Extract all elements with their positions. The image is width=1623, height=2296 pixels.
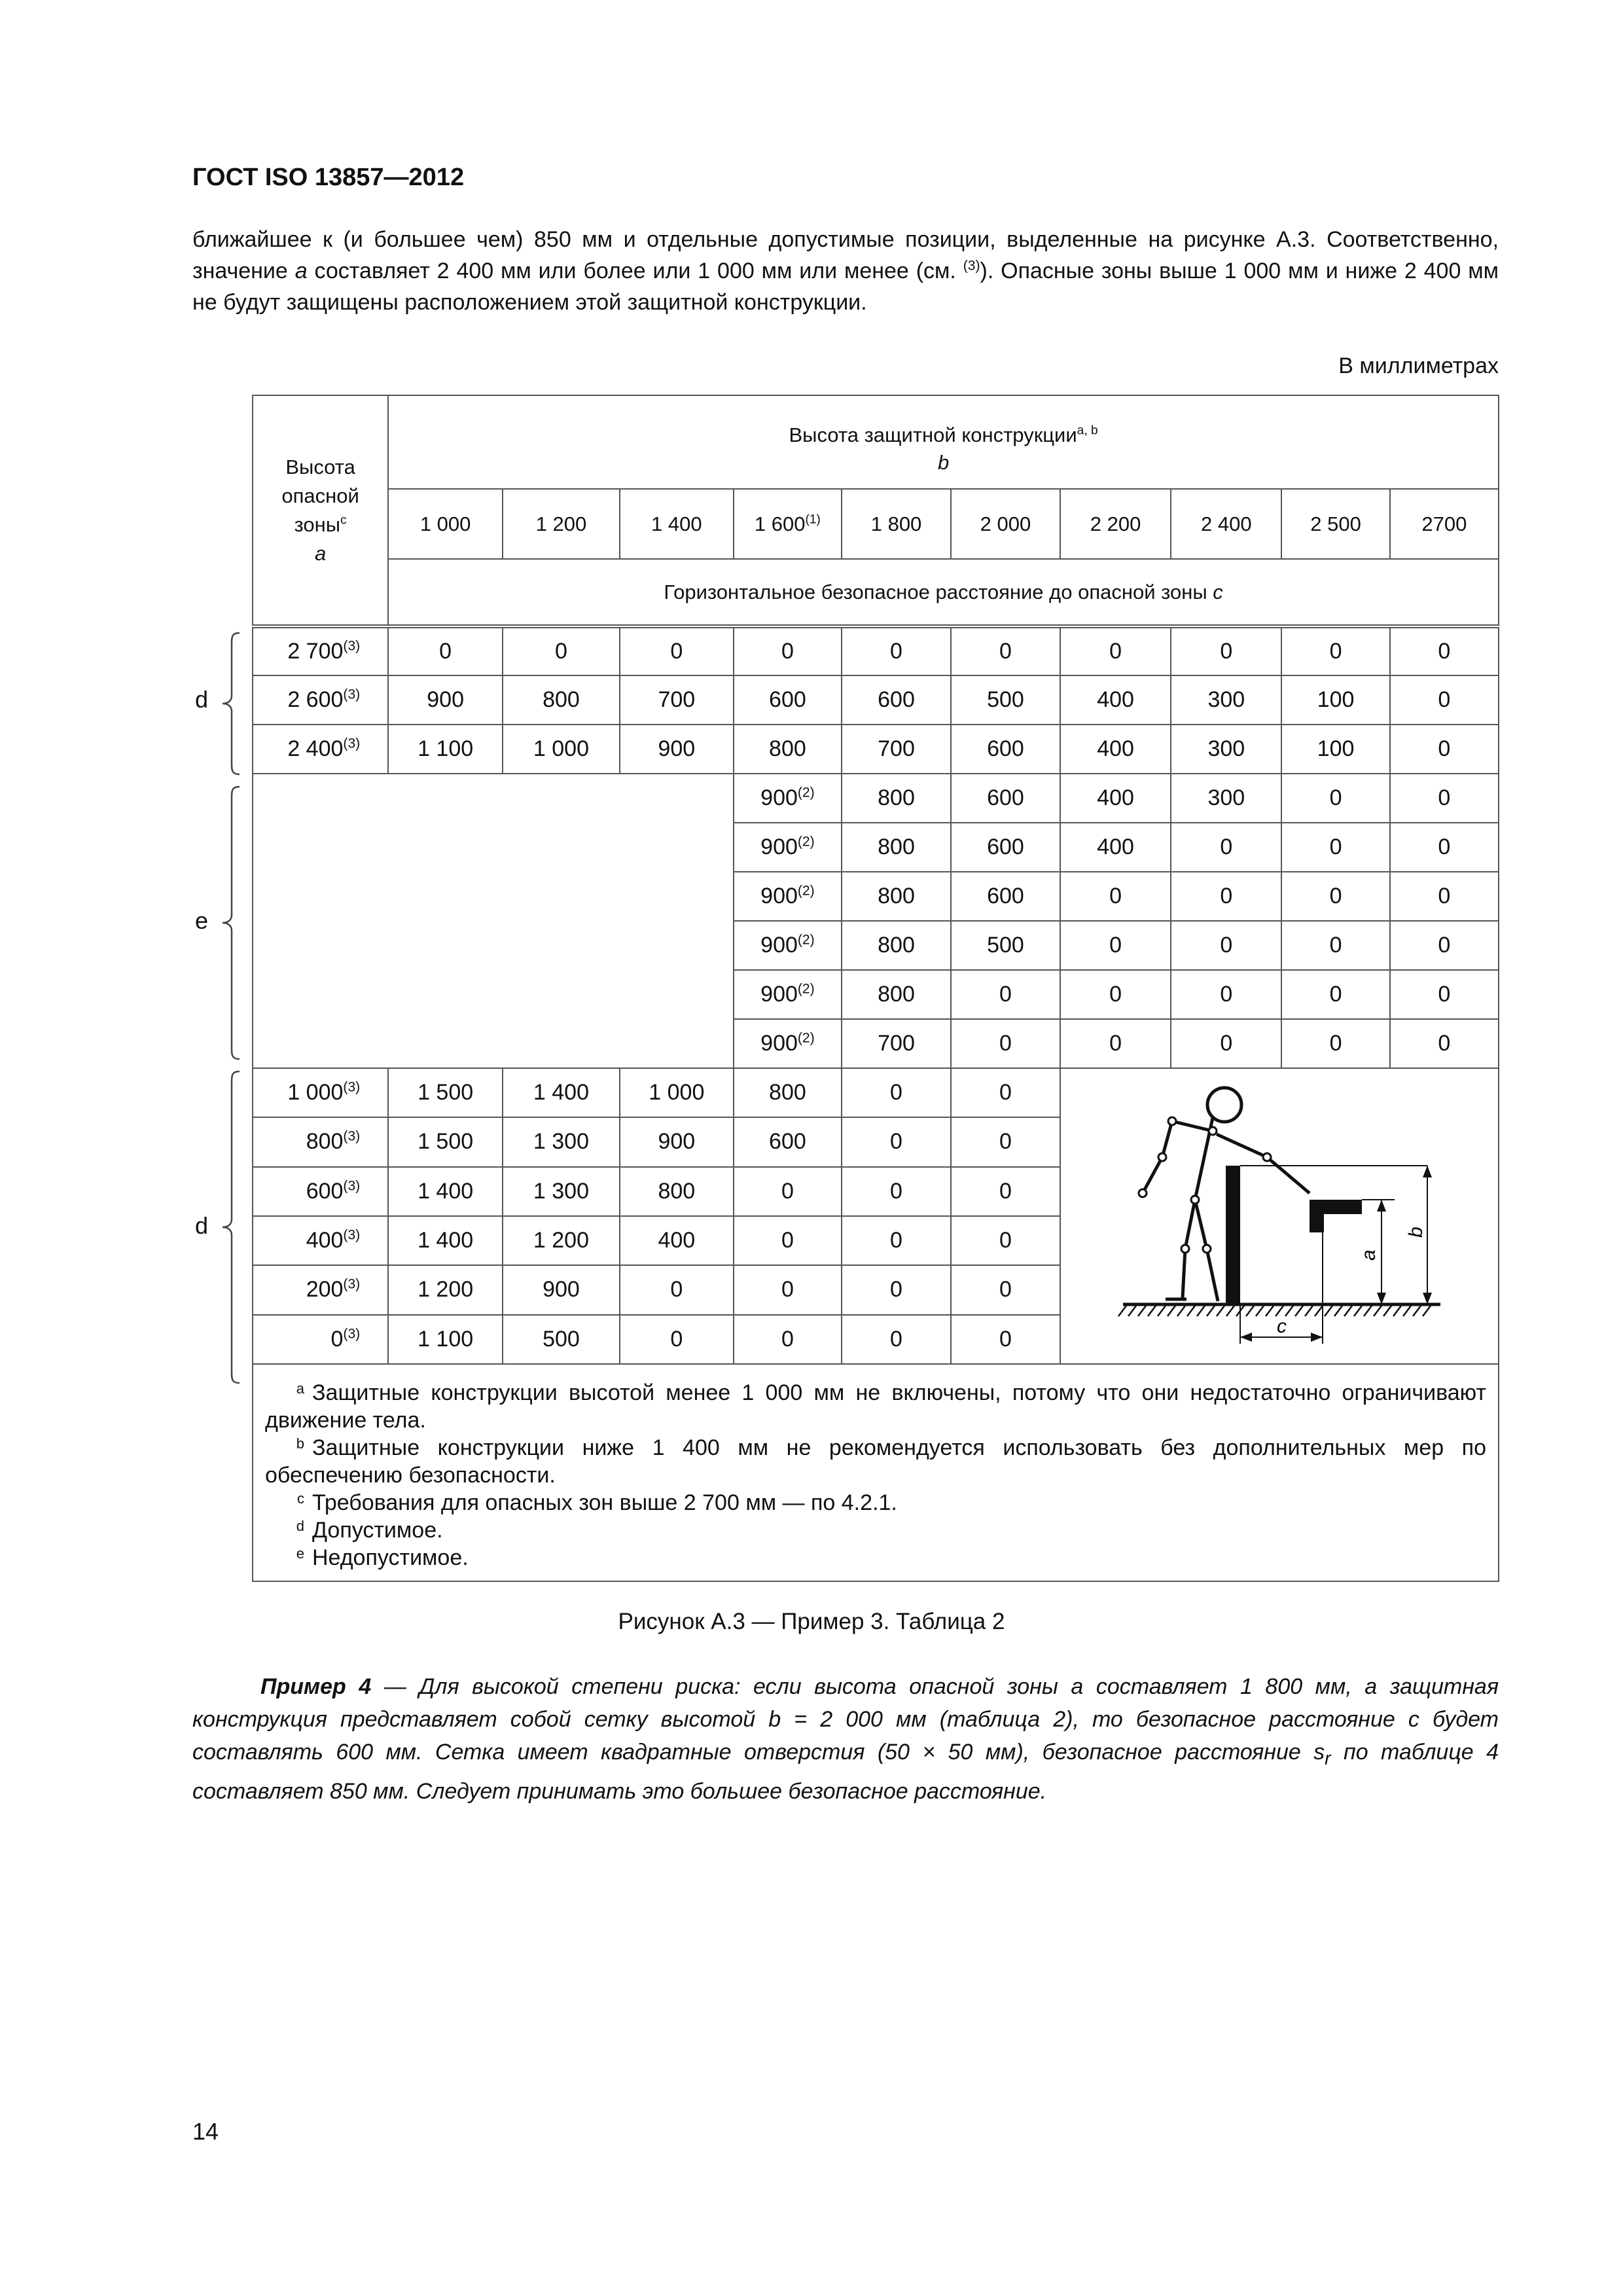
barrier-height-cell: 1 600$^{(1)}$ [734, 489, 842, 559]
distance-value-cell: 900 [388, 675, 503, 725]
distance-value-cell: 100 [1281, 675, 1389, 725]
distance-value-cell: 500 [951, 921, 1060, 970]
distance-value-cell: 0 [951, 1117, 1060, 1166]
distance-value-cell: 0 [1281, 1019, 1389, 1068]
distance-value-cell: 0 [1390, 872, 1499, 921]
table-footnotes [253, 1364, 1499, 1581]
distance-value-cell: 900$^{(2)}$ [734, 921, 842, 970]
distance-value-cell: 800 [620, 1167, 734, 1216]
distance-value-cell: 0 [842, 1117, 951, 1166]
barrier-height-cell: 2700 [1390, 489, 1499, 559]
brace-label-d-bottom: d [195, 1212, 209, 1239]
distance-value-cell: 0 [1390, 921, 1499, 970]
distance-value-cell: 0 [1390, 626, 1499, 675]
person-reaching-over-barrier-illustration [1061, 1069, 1498, 1363]
distance-value-cell: 800 [734, 725, 842, 774]
distance-value-cell: 0 [1281, 626, 1389, 675]
distance-value-cell: 1 400 [503, 1068, 620, 1117]
distance-value-cell: 1 300 [503, 1117, 620, 1166]
distance-value-cell: 0 [951, 970, 1060, 1019]
brace-impermissible [216, 785, 242, 1060]
distance-value-cell: 900$^{(2)}$ [734, 774, 842, 823]
distance-value-cell: 1 400 [388, 1167, 503, 1216]
footnote-c: c Требования для опасных зон выше 2 700 мм — по 4.2.1. [297, 1490, 897, 1515]
distance-value-cell: 600 [951, 823, 1060, 872]
document-header: ГОСТ ISO 13857—2012 [192, 164, 465, 191]
footnote-b: b Защитные конструкции ниже 1 400 мм не рекомендуется использовать без дополнительных мер по обеспечению безопасности. [265, 1435, 1486, 1488]
brace-label-d-top: d [195, 686, 209, 713]
hazard-height-cell: 2 600$^{(3)}$ [253, 675, 388, 725]
empty-region [253, 774, 734, 1068]
distance-value-cell: 1 300 [503, 1167, 620, 1216]
distance-value-cell: 0 [734, 1216, 842, 1265]
distance-value-cell: 700 [842, 1019, 951, 1068]
distance-value-cell: 0 [1060, 921, 1171, 970]
distance-value-cell: 0 [503, 626, 620, 675]
distance-value-cell: 400 [1060, 675, 1171, 725]
distance-value-cell: 0 [842, 1315, 951, 1364]
brace-permissible-top [216, 632, 242, 776]
barrier-height-cell: 2 400 [1171, 489, 1281, 559]
page-number: 14 [192, 2118, 219, 2145]
distance-value-cell: 900 [620, 725, 734, 774]
distance-value-cell: 500 [503, 1315, 620, 1364]
distance-value-cell: 0 [388, 626, 503, 675]
barrier-height-header: Высота защитной конструкции$^{a, b}$ b [388, 395, 1499, 489]
figure-caption: Рисунок А.3 — Пример 3. Таблица 2 [618, 1609, 1005, 1634]
distance-value-cell: 0 [1281, 872, 1389, 921]
distance-value-cell: 300 [1171, 725, 1281, 774]
distance-value-cell: 0 [1390, 774, 1499, 823]
distance-value-cell: 0 [1390, 725, 1499, 774]
distance-value-cell: 0 [734, 1315, 842, 1364]
distance-value-cell: 0 [1060, 626, 1171, 675]
units-label: В миллиметрах [1338, 353, 1499, 378]
distance-value-cell: 800 [503, 675, 620, 725]
distance-value-cell: 1 100 [388, 725, 503, 774]
distance-value-cell: 1 200 [388, 1265, 503, 1314]
distance-value-cell: 0 [1390, 675, 1499, 725]
distance-value-cell: 800 [842, 921, 951, 970]
distance-value-cell: 900$^{(2)}$ [734, 1019, 842, 1068]
footnote-e: e Недопустимое. [296, 1545, 469, 1570]
distance-value-cell: 0 [1390, 970, 1499, 1019]
dimension-b-label: b [1404, 1227, 1427, 1238]
table-row [253, 1068, 1499, 1117]
distance-value-cell: 800 [842, 774, 951, 823]
intro-paragraph: ближайшее к (и большее чем) 850 мм и отдельные допустимые позиции, выделенные на рисунке А.3. Соответственно, значение a составляет 2 400 мм или более или 1 000 мм или менее (см. $^{(3)}$). Опасные зоны выше 1 000 мм и ниже 2 400 мм не будут защищены расположением этой защитной конструкции. [192, 227, 1499, 315]
brace-label-e: e [195, 907, 209, 934]
distance-value-cell: 400 [620, 1216, 734, 1265]
distance-value-cell: 600 [734, 675, 842, 725]
barrier-height-cell: 2 000 [951, 489, 1060, 559]
distance-value-cell: 0 [1060, 970, 1171, 1019]
distance-value-cell: 300 [1171, 774, 1281, 823]
distance-value-cell: 400 [1060, 774, 1171, 823]
hazard-height-cell: 200$^{(3)}$ [253, 1265, 388, 1314]
distance-value-cell: 0 [1060, 872, 1171, 921]
footnote-a: a Защитные конструкции высотой менее 1 000 мм не включены, потому что они недостаточно ограничивают движение тела. [265, 1380, 1486, 1433]
distance-value-cell: 0 [842, 1068, 951, 1117]
footnote-d: d Допустимое. [296, 1518, 443, 1543]
distance-value-cell: 0 [1171, 872, 1281, 921]
hazard-height-cell: 1 000$^{(3)}$ [253, 1068, 388, 1117]
distance-value-cell: 400 [1060, 725, 1171, 774]
distance-value-cell: 0 [951, 1216, 1060, 1265]
barrier-height-cell: 1 800 [842, 489, 951, 559]
table-row [253, 675, 1499, 725]
distance-value-cell: 0 [620, 1265, 734, 1314]
distance-value-cell: 0 [1171, 823, 1281, 872]
distance-value-cell: 0 [1171, 626, 1281, 675]
distance-value-cell: 100 [1281, 725, 1389, 774]
distance-value-cell: 0 [1281, 823, 1389, 872]
distance-value-cell: 900 [620, 1117, 734, 1166]
distance-value-cell: 900$^{(2)}$ [734, 823, 842, 872]
distance-value-cell: 800 [842, 872, 951, 921]
distance-value-cell: 0 [1281, 774, 1389, 823]
distance-value-cell: 600 [951, 725, 1060, 774]
distance-value-cell: 0 [842, 1216, 951, 1265]
distance-value-cell: 0 [951, 1167, 1060, 1216]
dimension-c-label: c [1276, 1316, 1287, 1337]
distance-value-cell: 800 [842, 970, 951, 1019]
barrier-height-cell: 1 400 [620, 489, 734, 559]
distance-value-cell: 0 [842, 626, 951, 675]
distance-value-cell: 1 400 [388, 1216, 503, 1265]
distance-value-cell: 1 200 [503, 1216, 620, 1265]
hazard-height-cell: 600$^{(3)}$ [253, 1167, 388, 1216]
distance-value-cell: 0 [1390, 1019, 1499, 1068]
distance-value-cell: 0 [1281, 921, 1389, 970]
barrier-height-cell: 1 000 [388, 489, 503, 559]
dimension-a-label: a [1357, 1249, 1380, 1261]
example-4-paragraph: Пример 4 — Для высокой степени риска: если высота опасной зоны a составляет 1 800 мм, а защитная конструкция представляет собой сетку высотой b = 2 000 мм (таблица 2), то безопасное расстояние c будет составлять 600 мм. Сетка имеет квадратные отверстия (50 × 50 мм), безопасное расстояние $s_r$ по таблице 4 составляет 850 мм. Следует принимать это большее безопасное расстояние. [192, 1674, 1499, 1804]
barrier-illustration-cell [1060, 1068, 1499, 1364]
distance-value-cell: 800 [842, 823, 951, 872]
distance-value-cell: 0 [1171, 970, 1281, 1019]
distance-value-cell: 400 [1060, 823, 1171, 872]
table-row [253, 626, 1499, 675]
distance-value-cell: 600 [951, 774, 1060, 823]
barrier-heights-row [253, 489, 1499, 559]
distance-value-cell: 600 [842, 675, 951, 725]
distance-value-cell: 700 [842, 725, 951, 774]
distance-value-cell: 500 [951, 675, 1060, 725]
distance-value-cell: 0 [951, 1019, 1060, 1068]
distance-value-cell: 1 500 [388, 1117, 503, 1166]
distance-value-cell: 600 [951, 872, 1060, 921]
hazard-height-header: Высота опасной зоны$^c$ a [253, 395, 388, 626]
hazard-height-cell: 2 400$^{(3)}$ [253, 725, 388, 774]
hazard-height-cell: 0$^{(3)}$ [253, 1315, 388, 1364]
distance-value-cell: 900$^{(2)}$ [734, 970, 842, 1019]
distance-value-cell: 0 [951, 1265, 1060, 1314]
distance-value-cell: 300 [1171, 675, 1281, 725]
distance-value-cell: 1 000 [620, 1068, 734, 1117]
hazard-height-cell: 800$^{(3)}$ [253, 1117, 388, 1166]
distance-value-cell: 1 100 [388, 1315, 503, 1364]
distance-value-cell: 0 [734, 1265, 842, 1314]
distance-value-cell: 0 [1390, 823, 1499, 872]
barrier-height-cell: 2 500 [1281, 489, 1389, 559]
distance-value-cell: 900 [503, 1265, 620, 1314]
brace-permissible-bottom [216, 1070, 242, 1384]
distance-value-cell: 0 [842, 1167, 951, 1216]
hazard-height-cell: 2 700$^{(3)}$ [253, 626, 388, 675]
distance-value-cell: 900$^{(2)}$ [734, 872, 842, 921]
distance-value-cell: 0 [951, 1315, 1060, 1364]
distance-value-cell: 600 [734, 1117, 842, 1166]
distance-value-cell: 0 [734, 1167, 842, 1216]
distance-value-cell: 0 [842, 1265, 951, 1314]
barrier-height-cell: 2 200 [1060, 489, 1171, 559]
distance-value-cell: 1 500 [388, 1068, 503, 1117]
distance-value-cell: 800 [734, 1068, 842, 1117]
barrier-height-cell: 1 200 [503, 489, 620, 559]
distance-value-cell: 0 [734, 626, 842, 675]
distance-value-cell: 0 [951, 1068, 1060, 1117]
distance-value-cell: 0 [620, 626, 734, 675]
distance-value-cell: 0 [1060, 1019, 1171, 1068]
distance-value-cell: 0 [620, 1315, 734, 1364]
distance-value-cell: 0 [1281, 970, 1389, 1019]
distance-value-cell: 0 [951, 626, 1060, 675]
distance-value-cell: 1 000 [503, 725, 620, 774]
table-row [253, 774, 1499, 823]
hazard-height-cell: 400$^{(3)}$ [253, 1216, 388, 1265]
safety-distance-table [252, 395, 1499, 1582]
distance-value-cell: 0 [1171, 921, 1281, 970]
table-row [253, 725, 1499, 774]
distance-value-cell: 700 [620, 675, 734, 725]
distance-header: Горизонтальное безопасное расстояние до опасной зоны c [388, 559, 1499, 626]
distance-value-cell: 0 [1171, 1019, 1281, 1068]
